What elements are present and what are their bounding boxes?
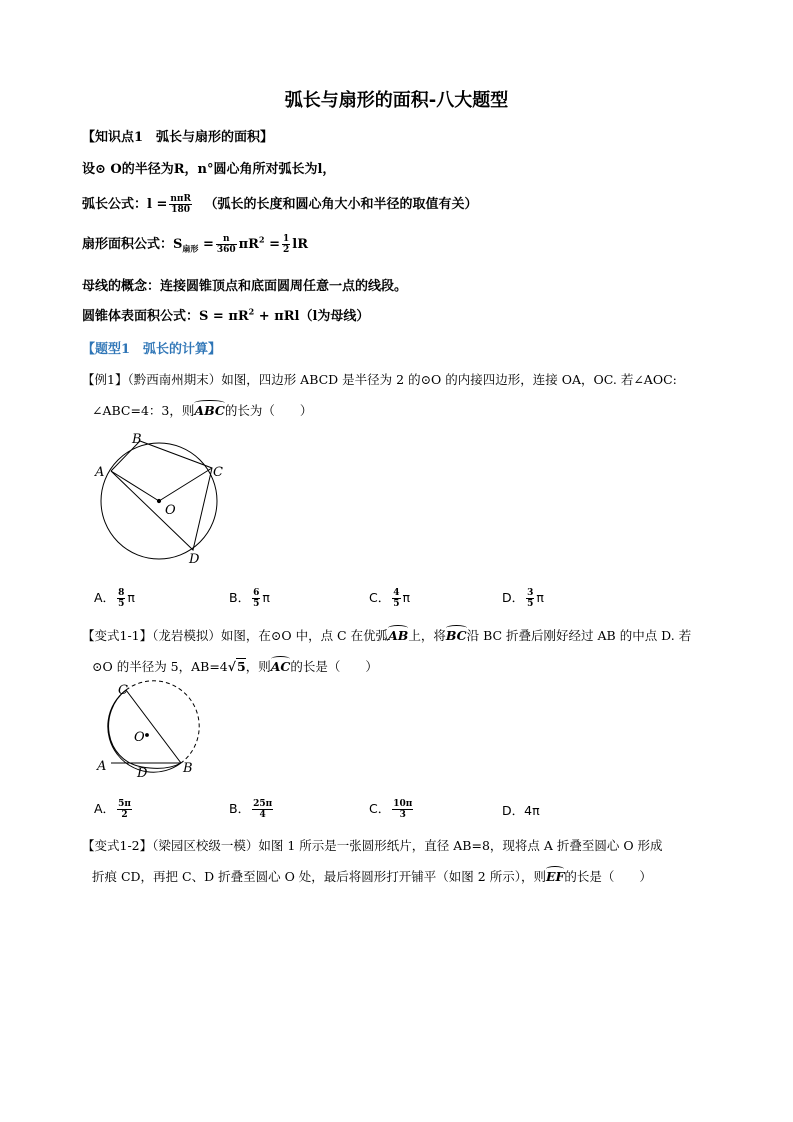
option-den: 4 (259, 810, 266, 820)
option-fraction (252, 588, 260, 609)
example1-option-c[interactable] (369, 588, 410, 609)
variant1-1-line2-c: 的长是（ ） (290, 659, 378, 674)
variant1-2-line2-a: 折痕 CD，再把 C、D 折叠至圆心 O 处，最后将圆形打开铺平（如图 2 所示），则 (92, 869, 546, 884)
cone-area-formula (82, 305, 369, 324)
option-fraction (117, 799, 132, 820)
chord-bc (126, 690, 181, 763)
option-num: 3 (527, 588, 534, 598)
option-suffix: π (536, 590, 544, 605)
option-num: 25π (253, 799, 273, 809)
sector-den2: 2 (282, 245, 290, 255)
option-letter: B． (229, 801, 251, 816)
sector-fraction2 (282, 234, 290, 255)
arc-abc: ABC (194, 403, 225, 418)
variant1-1-line1 (82, 626, 691, 644)
segment-oa (111, 471, 159, 501)
option-suffix: π (127, 590, 135, 605)
variant1-2-line2 (92, 867, 652, 885)
example1-option-a[interactable] (94, 588, 135, 609)
sector-num1: n (216, 234, 237, 245)
variant1-1-option-c[interactable] (369, 799, 415, 820)
example1-option-b[interactable] (229, 588, 270, 609)
sector-num2: 1 (282, 234, 290, 244)
sector-mid: πR (238, 237, 259, 252)
knowledge-line1: 设⊙ O的半径为R，n°圆心角所对弧长为l， (82, 162, 336, 177)
label-c: C (118, 683, 128, 698)
option-letter: B． (229, 590, 251, 605)
label-a: A (97, 759, 107, 774)
label-b: B (132, 432, 142, 447)
option-num: 10π (393, 799, 413, 809)
label-b: B (183, 761, 193, 776)
variant1-1-line2-b: ，则 (245, 659, 271, 674)
option-fraction (392, 588, 400, 609)
option-text: 4π (524, 803, 540, 818)
knowledge-heading: 【知识点1 弧长与扇形的面积】 (82, 130, 274, 145)
option-den: 5 (393, 599, 400, 609)
sector-eq1: = (202, 237, 214, 252)
example1-line2-b: 的长为（ ） (224, 403, 313, 418)
option-den: 5 (118, 599, 125, 609)
option-fraction (392, 799, 413, 820)
option-letter: C． (369, 590, 391, 605)
option-letter: C． (369, 801, 391, 816)
option-fraction (526, 588, 534, 609)
section1-heading: 【题型1 弧长的计算】 (82, 342, 222, 357)
variant1-1-option-d[interactable] (502, 801, 540, 819)
sqrt-icon: √ (227, 659, 236, 674)
option-den: 3 (399, 810, 406, 820)
arc-formula-lhs: l = (147, 197, 168, 212)
arc-formula-num: nπR (170, 194, 191, 204)
option-fraction (117, 588, 125, 609)
sector-label: 扇形面积公式： (82, 237, 174, 252)
arc-formula-fraction (169, 194, 192, 215)
sector-sub: 扇形 (182, 243, 199, 254)
circle-dashed-arc (126, 681, 199, 763)
variant1-1-option-b[interactable] (229, 799, 275, 820)
example1-line2-a: ∠ABC=4：3，则 (92, 403, 195, 418)
example1-line1: 【例1】（黔西南州期末）如图，四边形 ABCD 是半径为 2 的⊙O 的内接四边形，连接 OA，OC. 若∠AOC: (82, 372, 677, 387)
variant1-1-line1-b: 上，将 (408, 628, 446, 643)
label-d: D (189, 552, 200, 567)
variant1-1-line2-a: ⊙O 的半径为 5，AB=4 (92, 659, 228, 674)
sector-s: S (173, 237, 183, 252)
option-letter: D． (502, 803, 525, 818)
option-num: 5π (118, 799, 131, 809)
option-letter: A． (94, 590, 116, 605)
arc-ac: AC (270, 659, 291, 674)
label-o: O (134, 730, 145, 745)
figure-folded-arc (90, 678, 210, 782)
option-num: 6 (253, 588, 260, 598)
cone-formula-b: + πRl（l为母线） (254, 309, 370, 324)
arc-bc: BC (445, 628, 467, 643)
arc-formula-label: 弧长公式： (82, 197, 148, 212)
option-den: 5 (527, 599, 534, 609)
arc-ab: AB (388, 628, 409, 643)
label-o: O (165, 503, 176, 518)
variant1-1-line2 (92, 657, 378, 675)
option-letter: D． (502, 590, 525, 605)
option-den: 5 (253, 599, 260, 609)
arc-length-formula (82, 193, 478, 215)
figure-quadrilateral-circle (90, 430, 240, 570)
sector-sup: 2 (258, 234, 265, 245)
option-den: 2 (121, 810, 128, 820)
cone-formula-a: S = πR (199, 309, 249, 324)
variant1-1-option-a[interactable] (94, 799, 134, 820)
label-a: A (95, 465, 105, 480)
label-c: C (213, 465, 223, 480)
option-fraction (252, 799, 273, 820)
segment-oc (159, 468, 212, 501)
label-d: D (137, 766, 148, 781)
cone-label: 圆锥体表面积公式： (82, 309, 200, 324)
cone-sup: 2 (248, 306, 255, 317)
center-dot (146, 734, 149, 737)
center-dot (157, 499, 160, 502)
page-title: 弧长与扇形的面积-八大题型 (284, 90, 509, 111)
sector-fraction1 (216, 234, 237, 255)
sector-area-formula (82, 233, 308, 255)
variant1-1-line1-c: 沿 BC 折叠后刚好经过 AB 的中点 D. 若 (466, 628, 692, 643)
sqrt-value: 5 (236, 659, 246, 674)
arc-formula-note: （弧长的长度和圆心角大小和半径的取值有关） (204, 197, 478, 212)
option-letter: A． (94, 801, 116, 816)
option-suffix: π (262, 590, 270, 605)
example1-option-d[interactable] (502, 588, 544, 609)
option-num: 8 (118, 588, 125, 598)
variant1-1-line1-a: 【变式1-1】（龙岩模拟）如图，在⊙O 中，点 C 在优弧 (82, 628, 389, 643)
sector-end: lR (292, 237, 308, 252)
variant1-2-line1: 【变式1-2】（梁园区校级一模）如图 1 所示是一张圆形纸片，直径 AB=8，现将点 A 折叠至圆心 O 形成 (82, 838, 663, 853)
generatrix-definition: 母线的概念：连接圆锥顶点和底面圆周任意一点的线段。 (82, 279, 408, 294)
arc-ef: EF (545, 869, 565, 884)
example1-line2 (92, 401, 312, 419)
option-suffix: π (402, 590, 411, 605)
sector-eq2: = (269, 237, 280, 252)
sector-den1: 360 (216, 245, 236, 255)
arc-formula-den: 180 (171, 205, 191, 215)
option-num: 4 (393, 588, 400, 598)
variant1-2-line2-b: 的长是（ ） (564, 869, 652, 884)
